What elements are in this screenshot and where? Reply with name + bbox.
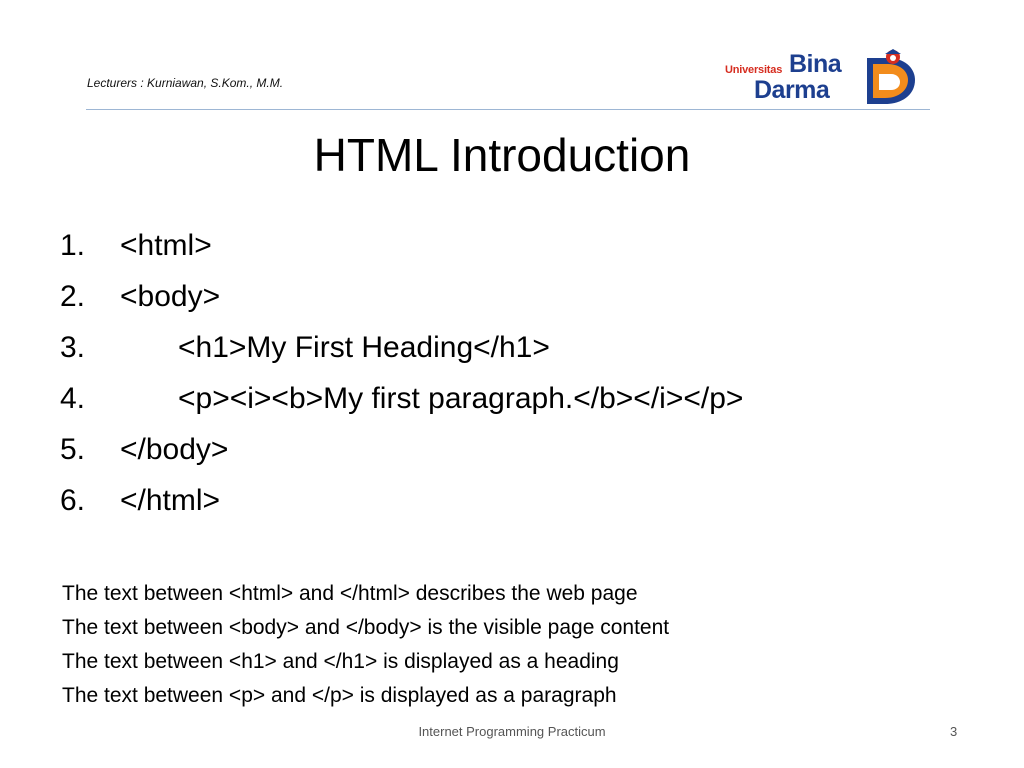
page-number: 3 — [950, 724, 958, 739]
line-number: 5. — [60, 433, 86, 466]
logo-universitas-text: Universitas — [725, 64, 783, 76]
note-line: The text between <html> and </html> describes the web page — [62, 582, 638, 605]
slide-title: HTML Introduction — [313, 129, 691, 181]
explanation-notes — [62, 577, 669, 713]
footer-course-name: Internet Programming Practicum — [418, 724, 606, 739]
note-line: The text between <body> and </body> is the visible page content — [62, 616, 670, 639]
logo-emblem-icon — [863, 48, 917, 106]
lecturer-credit: Lecturers : Kurniawan, S.Kom., M.M. — [87, 76, 284, 90]
line-number: 3. — [60, 331, 86, 364]
logo-darma-text: Darma — [754, 76, 830, 104]
line-code: </body> — [120, 433, 229, 466]
university-logo — [723, 48, 919, 106]
line-code: <p><i><b>My first paragraph.</b></i></p> — [178, 382, 744, 415]
line-code: <html> — [120, 229, 212, 262]
line-code: <h1>My First Heading</h1> — [178, 331, 550, 364]
logo-bina-text: Bina — [789, 50, 842, 78]
header-divider — [86, 109, 930, 110]
note-line: The text between <h1> and </h1> is displayed as a heading — [62, 650, 619, 673]
line-number: 6. — [60, 484, 86, 517]
line-number: 2. — [60, 280, 86, 313]
line-number: 4. — [60, 382, 86, 415]
line-code: </html> — [120, 484, 221, 517]
line-code: <body> — [120, 280, 221, 313]
note-line: The text between <p> and </p> is displayed as a paragraph — [62, 684, 617, 707]
line-number: 1. — [60, 229, 86, 262]
